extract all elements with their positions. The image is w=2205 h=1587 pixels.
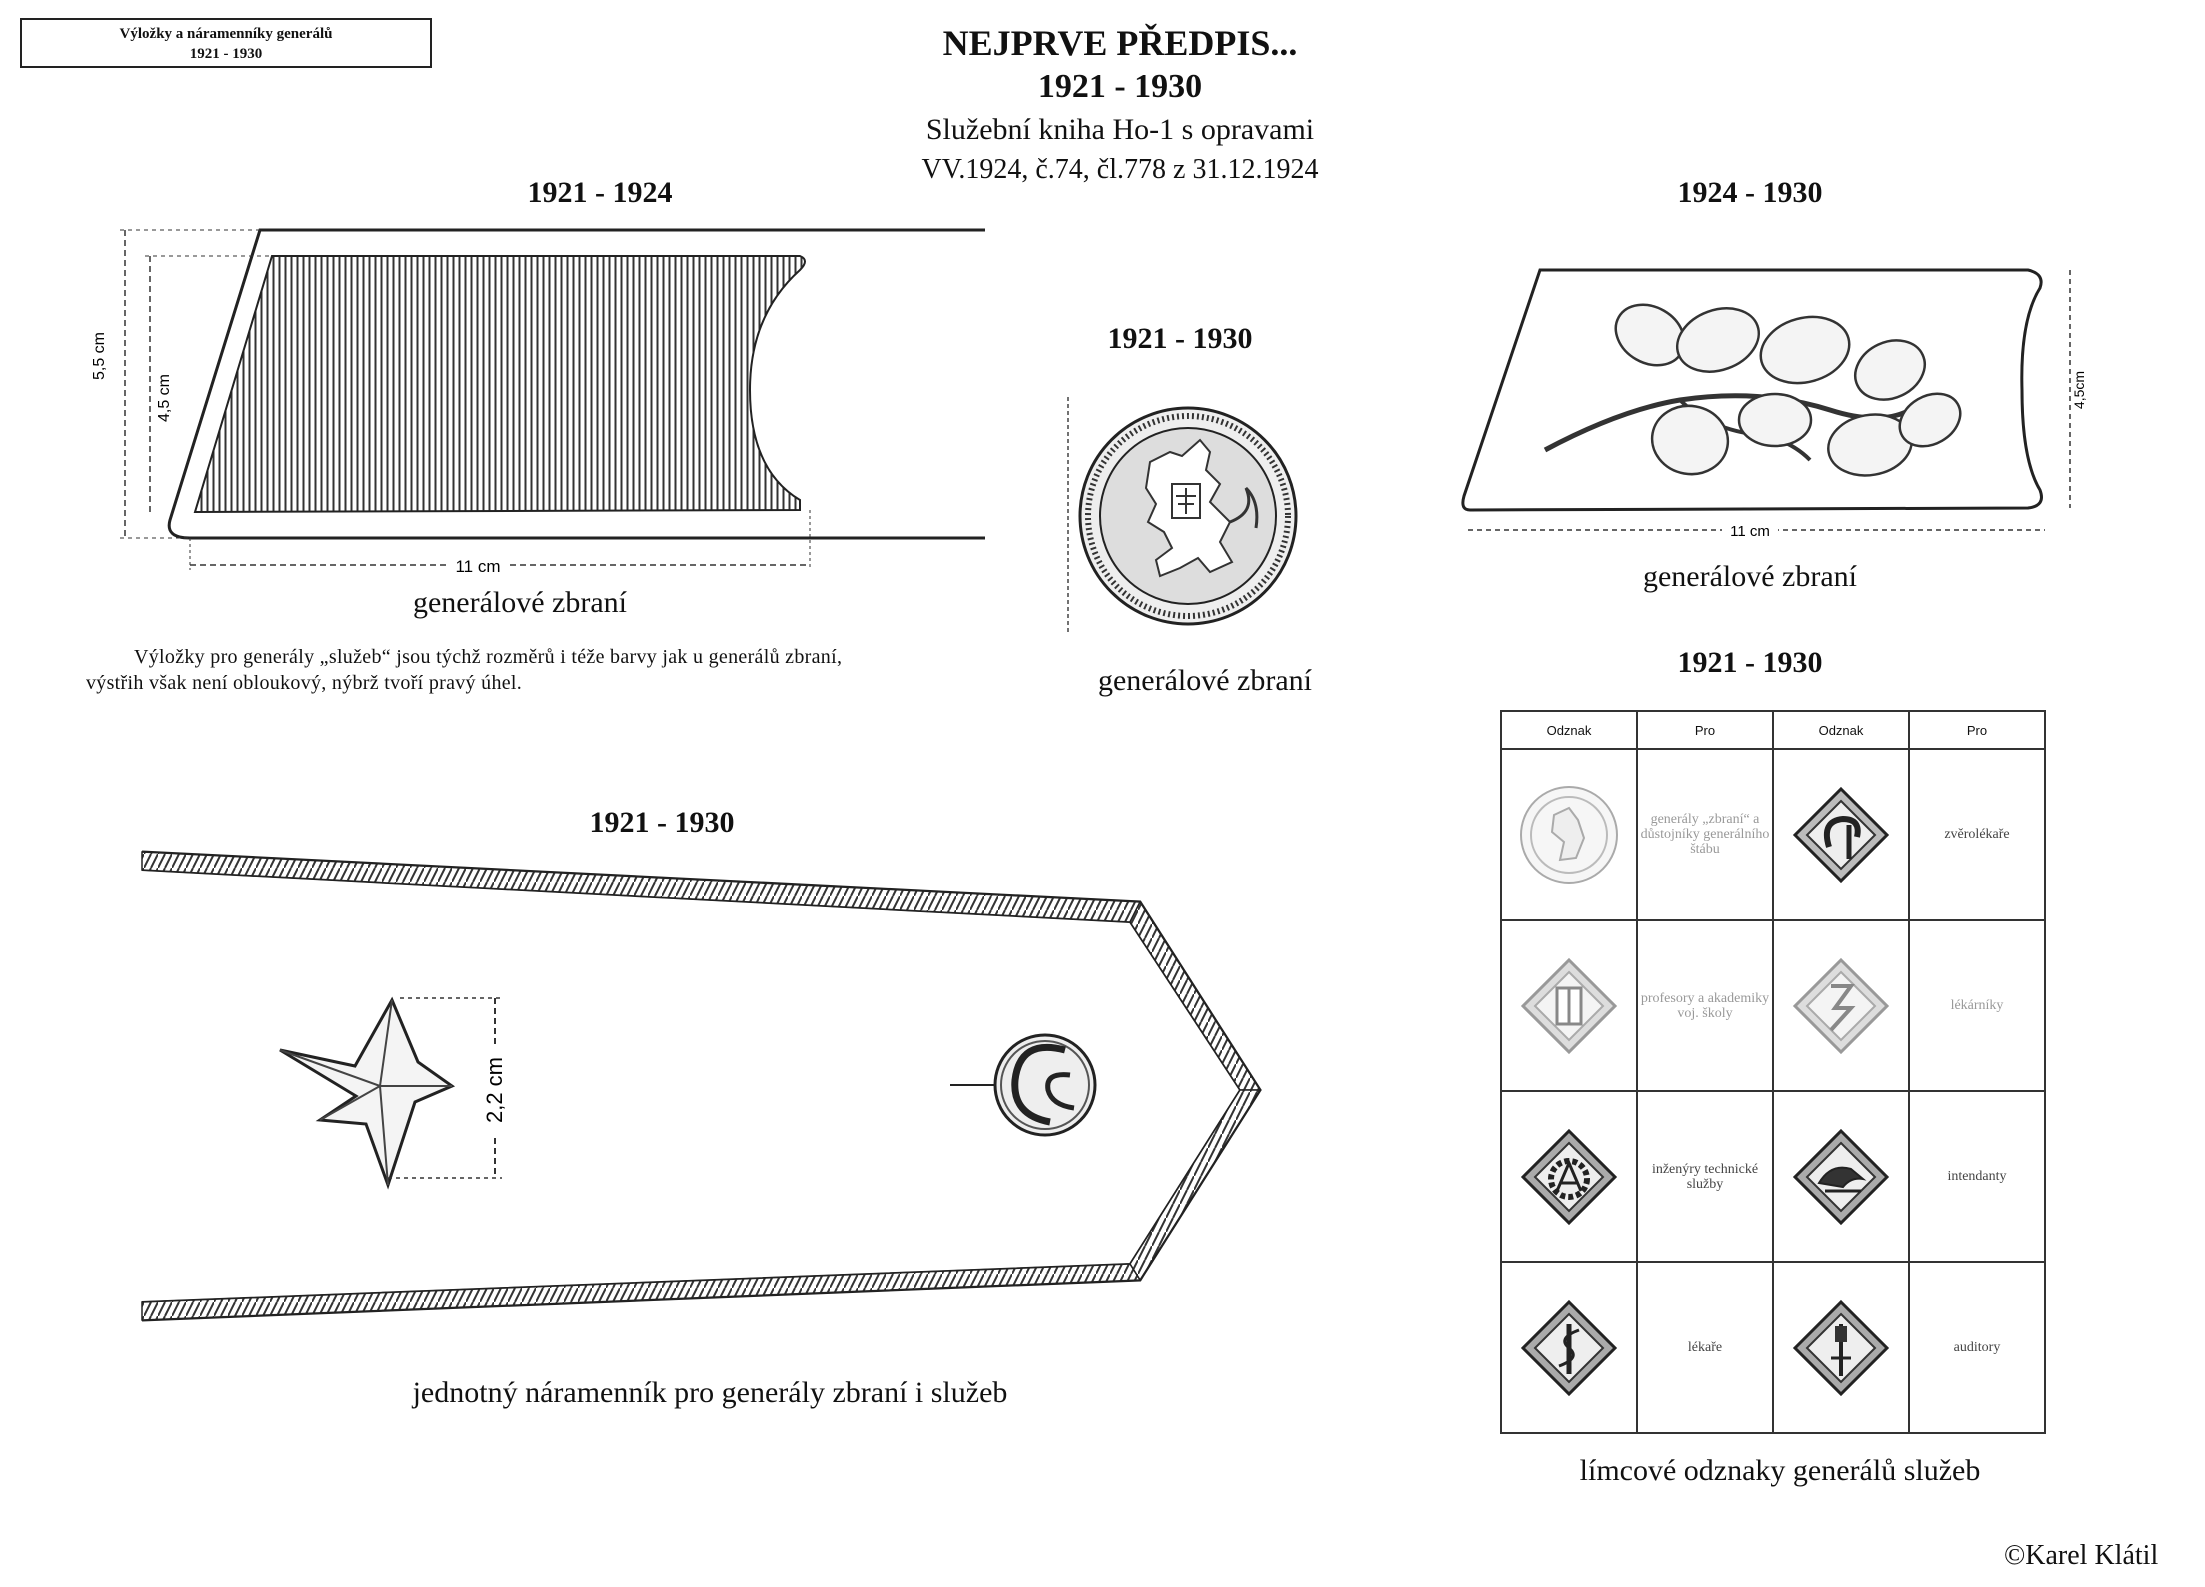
dim-height-inner: 4,5 cm (156, 373, 173, 422)
period-label-1921-1924: 1921 - 1924 (527, 176, 673, 209)
badge-cell (1501, 920, 1637, 1091)
star-icon (280, 1000, 452, 1185)
badge-cell (1773, 749, 1909, 920)
lion-button-icon (1514, 780, 1624, 890)
for-cell: auditory (1909, 1262, 2045, 1433)
col-header-badge-1: Odznak (1501, 711, 1637, 749)
source-line1: Služební kniha Ho-1 s opravami (925, 113, 1315, 146)
dim-width-1924: 11 cm (1730, 523, 1770, 540)
badge-cell (1773, 1091, 1909, 1262)
caption-badges: límcové odznaky generálů služeb (1579, 1454, 1981, 1487)
table-row (1501, 1091, 2045, 1262)
table-header-row (1501, 711, 2045, 749)
caption-collar-patch-1924: generálové zbraní (1642, 560, 1858, 593)
badge-cell (1773, 920, 1909, 1091)
caption-button: generálové zbraní (1097, 664, 1313, 697)
period-label-button: 1921 - 1930 (1107, 322, 1253, 355)
header-box-line1: Výložky a náramenníky generálů (119, 26, 333, 42)
main-title-block (870, 20, 1370, 188)
badge-cell (1773, 1262, 1909, 1433)
note-services (86, 644, 986, 696)
period-label-badges: 1921 - 1930 (1677, 646, 1823, 679)
quartermaster-badge-icon (1791, 1127, 1891, 1227)
header-box-line2: 1921 - 1930 (189, 46, 263, 62)
dim-width-1921: 11 cm (455, 557, 501, 576)
collar-badges-table (1500, 710, 2046, 1434)
cs-button-icon (995, 1035, 1095, 1135)
col-header-for-2: Pro (1909, 711, 2045, 749)
note-line1: Výložky pro generály „služeb“ jsou týchž rozměrů i téže barvy jak u generálů zbraní, (134, 646, 843, 668)
table-row (1501, 920, 2045, 1091)
badge-cell (1501, 1091, 1637, 1262)
dim-height-outer: 5,5 cm (91, 331, 108, 380)
shoulder-board-drawing (130, 840, 1280, 1340)
col-header-badge-2: Odznak (1773, 711, 1909, 749)
pharmacy-badge-icon (1791, 956, 1891, 1056)
for-cell: profesory a akademiky voj. školy (1637, 920, 1773, 1091)
for-cell: intendanty (1909, 1091, 2045, 1262)
dim-height-1924: 4,5cm (2071, 370, 2087, 410)
collar-patch-1924-drawing (1460, 260, 2100, 540)
button-drawing (1060, 392, 1320, 642)
note-line2: výstřih však není obloukový, nýbrž tvoří pravý úhel. (86, 672, 523, 694)
physician-badge-icon (1519, 1298, 1619, 1398)
for-cell: generály „zbraní“ a důstojníky generálního štábu (1637, 749, 1773, 920)
main-title: NEJPRVE PŘEDPIS... (942, 23, 1298, 63)
period-label-shoulder-board: 1921 - 1930 (589, 806, 735, 839)
for-cell: lékaře (1637, 1262, 1773, 1433)
copyright: ©Karel Klátil (2004, 1540, 2159, 1571)
header-box (20, 18, 432, 68)
book-badge-icon (1519, 956, 1619, 1056)
dim-star: 2,2 cm (482, 1056, 507, 1124)
for-cell: lékárníky (1909, 920, 2045, 1091)
main-title-years: 1921 - 1930 (1037, 68, 1203, 105)
veterinary-badge-icon (1791, 785, 1891, 885)
badge-cell (1501, 1262, 1637, 1433)
badge-cell (1501, 749, 1637, 920)
collar-patch-1921-drawing (91, 220, 1010, 600)
for-cell: zvěrolékaře (1909, 749, 2045, 920)
for-cell: inženýry technické služby (1637, 1091, 1773, 1262)
caption-shoulder-board: jednotný náramenník pro generály zbraní i služeb (412, 1376, 1008, 1409)
source-line2: VV.1924, č.74, čl.778 z 31.12.1924 (921, 154, 1319, 185)
caption-collar-patch-1921: generálové zbraní (412, 586, 628, 619)
col-header-for-1: Pro (1637, 711, 1773, 749)
auditor-badge-icon (1791, 1298, 1891, 1398)
period-label-1924-1930: 1924 - 1930 (1677, 176, 1823, 209)
table-row (1501, 1262, 2045, 1433)
engineer-badge-icon (1519, 1127, 1619, 1227)
table-row (1501, 749, 2045, 920)
